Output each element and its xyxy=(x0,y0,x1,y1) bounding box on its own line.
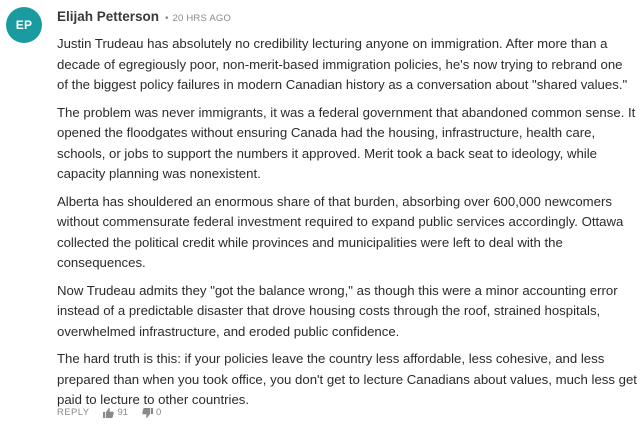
reply-button[interactable]: REPLY xyxy=(57,407,90,418)
comment-paragraph: Alberta has shouldered an enormous share of that burden, absorbing over 600,000 newcomers without commensurate federal investment required to expand public services accordingly. Ottawa collected the political credit while provinces and municipalities were left to deal with the consequences. xyxy=(57,193,624,270)
thumbs-up-icon xyxy=(103,408,114,418)
comment-actions xyxy=(57,407,161,418)
downvote-button[interactable] xyxy=(142,407,161,418)
timestamp: 20 HRS AGO xyxy=(172,13,232,24)
thumbs-down-icon xyxy=(142,408,153,418)
comment-paragraph: The problem was never immigrants, it was a federal government that abandoned common sense. It opened the floodgates without ensuring Canada had the housing, infrastructure, health care, schools, or jobs to support the numbers it approved. Merit took a back seat to ideology, while capacity planning was nonexistent. xyxy=(57,104,636,181)
comment-header xyxy=(57,9,231,24)
upvote-count: 91 xyxy=(117,407,129,418)
comment-paragraph: The hard truth is this: if your policies leave the country less affordable, less cohesive, and less prepared than when you took office, you don't get to lecture Canadians about values, much less get paid to lecture to other countries. xyxy=(57,351,637,407)
comment-paragraph: Now Trudeau admits they "got the balance wrong," as though this were a minor accounting error instead of a predictable disaster that drove housing costs through the roof, strained hospitals, overwhelmed infrastructure, and eroded public confidence. xyxy=(57,282,618,339)
comment-paragraph: Justin Trudeau has absolutely no credibility lecturing anyone on immigration. After more than a decade of egregiously poor, non-merit-based immigration policies, he's now trying to rebrand one of the biggest policy failures in modern Canadian history as a conversation about "shared values." xyxy=(57,36,628,92)
separator-dot: • xyxy=(165,13,169,24)
avatar[interactable]: EP xyxy=(6,7,42,43)
upvote-button[interactable] xyxy=(103,407,128,418)
author-name[interactable]: Elijah Petterson xyxy=(57,9,160,24)
downvote-count: 0 xyxy=(156,407,162,418)
comment-body xyxy=(57,34,637,418)
